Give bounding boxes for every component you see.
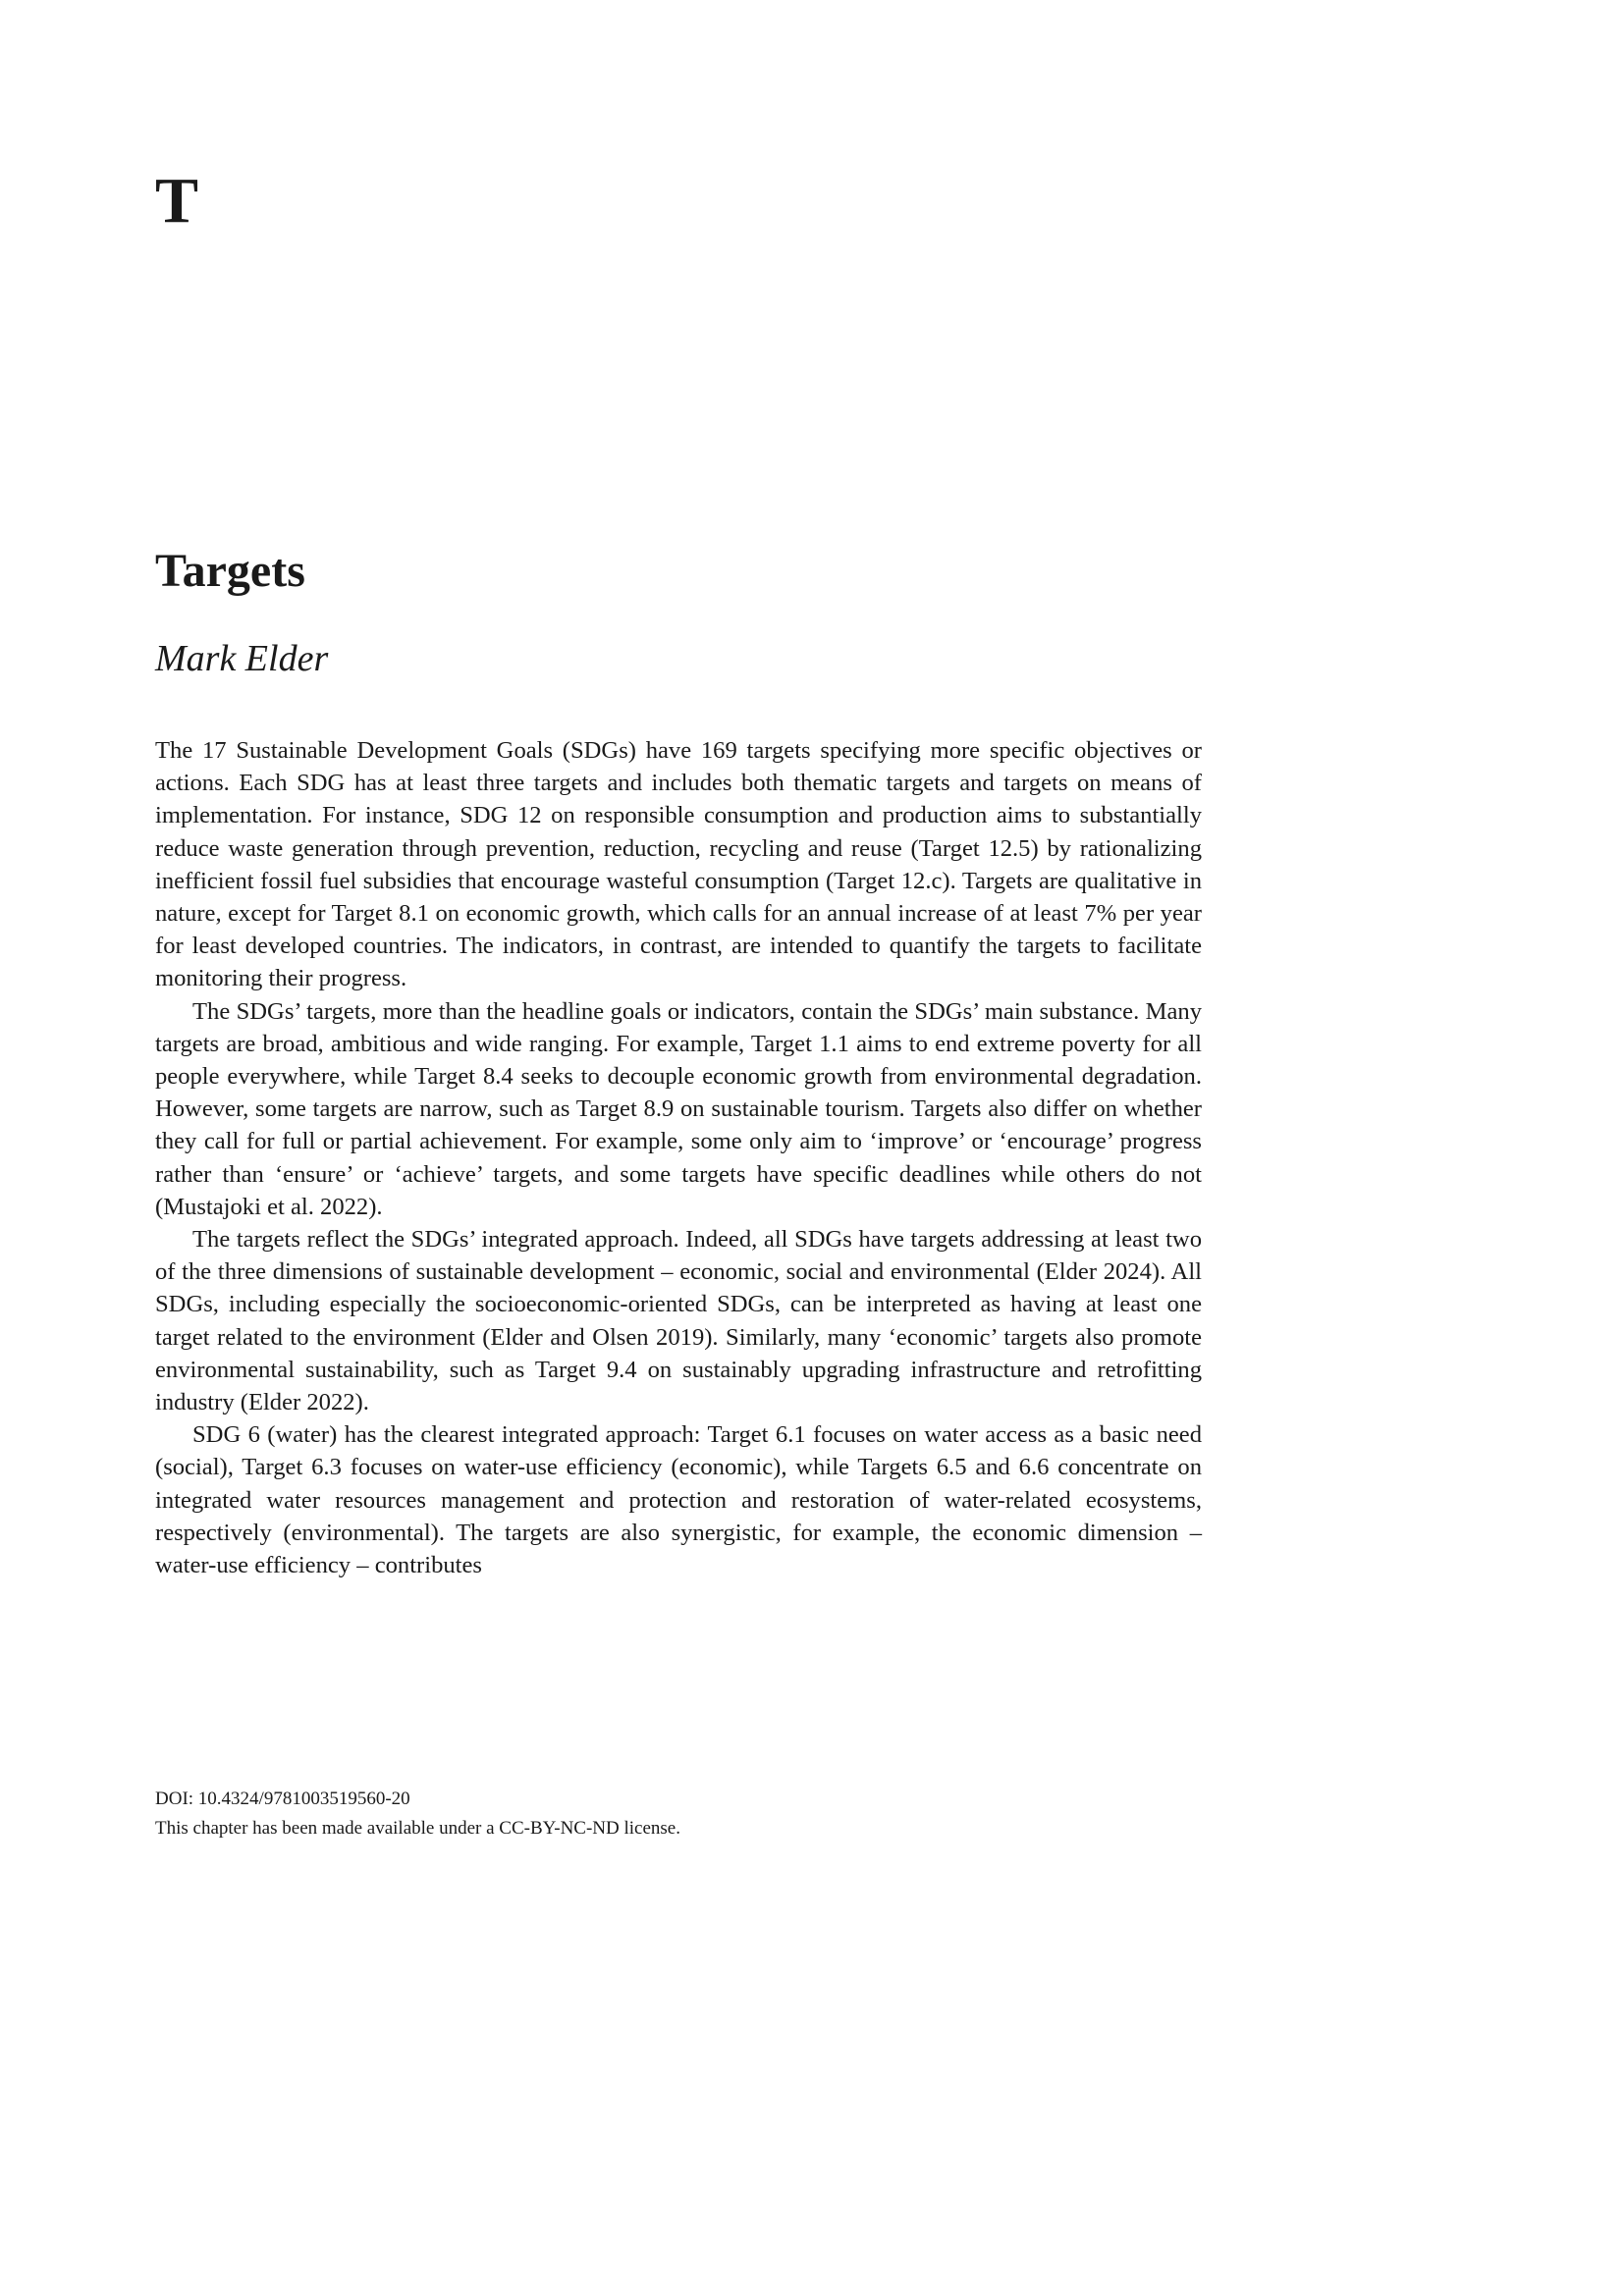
paragraph: The 17 Sustainable Development Goals (SDGs) have 169 targets specifying more specific objectives or actions. Each SDG has at least three targets and includes both thematic targets and targets on means of implementation. For instance, SDG 12 on responsible consumption and production aims to substantially reduce waste generation through prevention, reduction, recycling and reuse (Target 12.5) by rationalizing inefficient fossil fuel subsidies that encourage wasteful consumption (Target 12.c). Targets are qualitative in nature, except for Target 8.1 on economic growth, which calls for an annual increase of at least 7% per year for least developed countries. The indicators, in contrast, are intended to quantify the targets to facilitate monitoring their progress. — [155, 737, 1202, 992]
doi-text: DOI: 10.4324/9781003519560-20 — [155, 1789, 410, 1809]
paragraph: The SDGs’ targets, more than the headline goals or indicators, contain the SDGs’ main substance. Many targets are broad, ambitious and wide ranging. For example, Target 1.1 aims to end extreme poverty for all people everywhere, while Target 8.4 seeks to decouple economic growth from environmental degradation. However, some targets are narrow, such as Target 8.9 on sustainable tourism. Targets also differ on whether they call for full or partial achievement. For example, some only aim to ‘improve’ or ‘encourage’ progress rather than ‘ensure’ or ‘achieve’ targets, and some targets have specific deadlines while others do not (Mustajoki et al. 2022). — [155, 997, 1202, 1220]
body-text — [155, 734, 1202, 1581]
paragraph: The targets reflect the SDGs’ integrated approach. Indeed, all SDGs have targets addressing at least two of the three dimensions of sustainable development – economic, social and environmental (Elder 2024). All SDGs, including especially the socioeconomic-oriented SDGs, can be interpreted as having at least one target related to the environment (Elder and Olsen 2019). Similarly, many ‘economic’ targets also promote environmental sustainability, such as Target 9.4 on sustainably upgrading infrastructure and retrofitting industry (Elder 2022). — [155, 1226, 1202, 1416]
section-letter: T — [155, 165, 199, 237]
paragraph: SDG 6 (water) has the clearest integrated approach: Target 6.1 focuses on water access as a basic need (social), Target 6.3 focuses on water-use efficiency (economic), while Targets 6.5 and 6.6 concentrate on integrated water resources management and protection and restoration of water-related ecosystems, respectively (environmental). The targets are also synergistic, for example, the economic dimension – water-use efficiency – contributes — [155, 1421, 1202, 1579]
chapter-author: Mark Elder — [155, 638, 329, 679]
chapter-title: Targets — [155, 545, 305, 597]
license-text: This chapter has been made available under a CC-BY-NC-ND license. — [155, 1818, 680, 1839]
page-footer — [155, 1785, 680, 1843]
